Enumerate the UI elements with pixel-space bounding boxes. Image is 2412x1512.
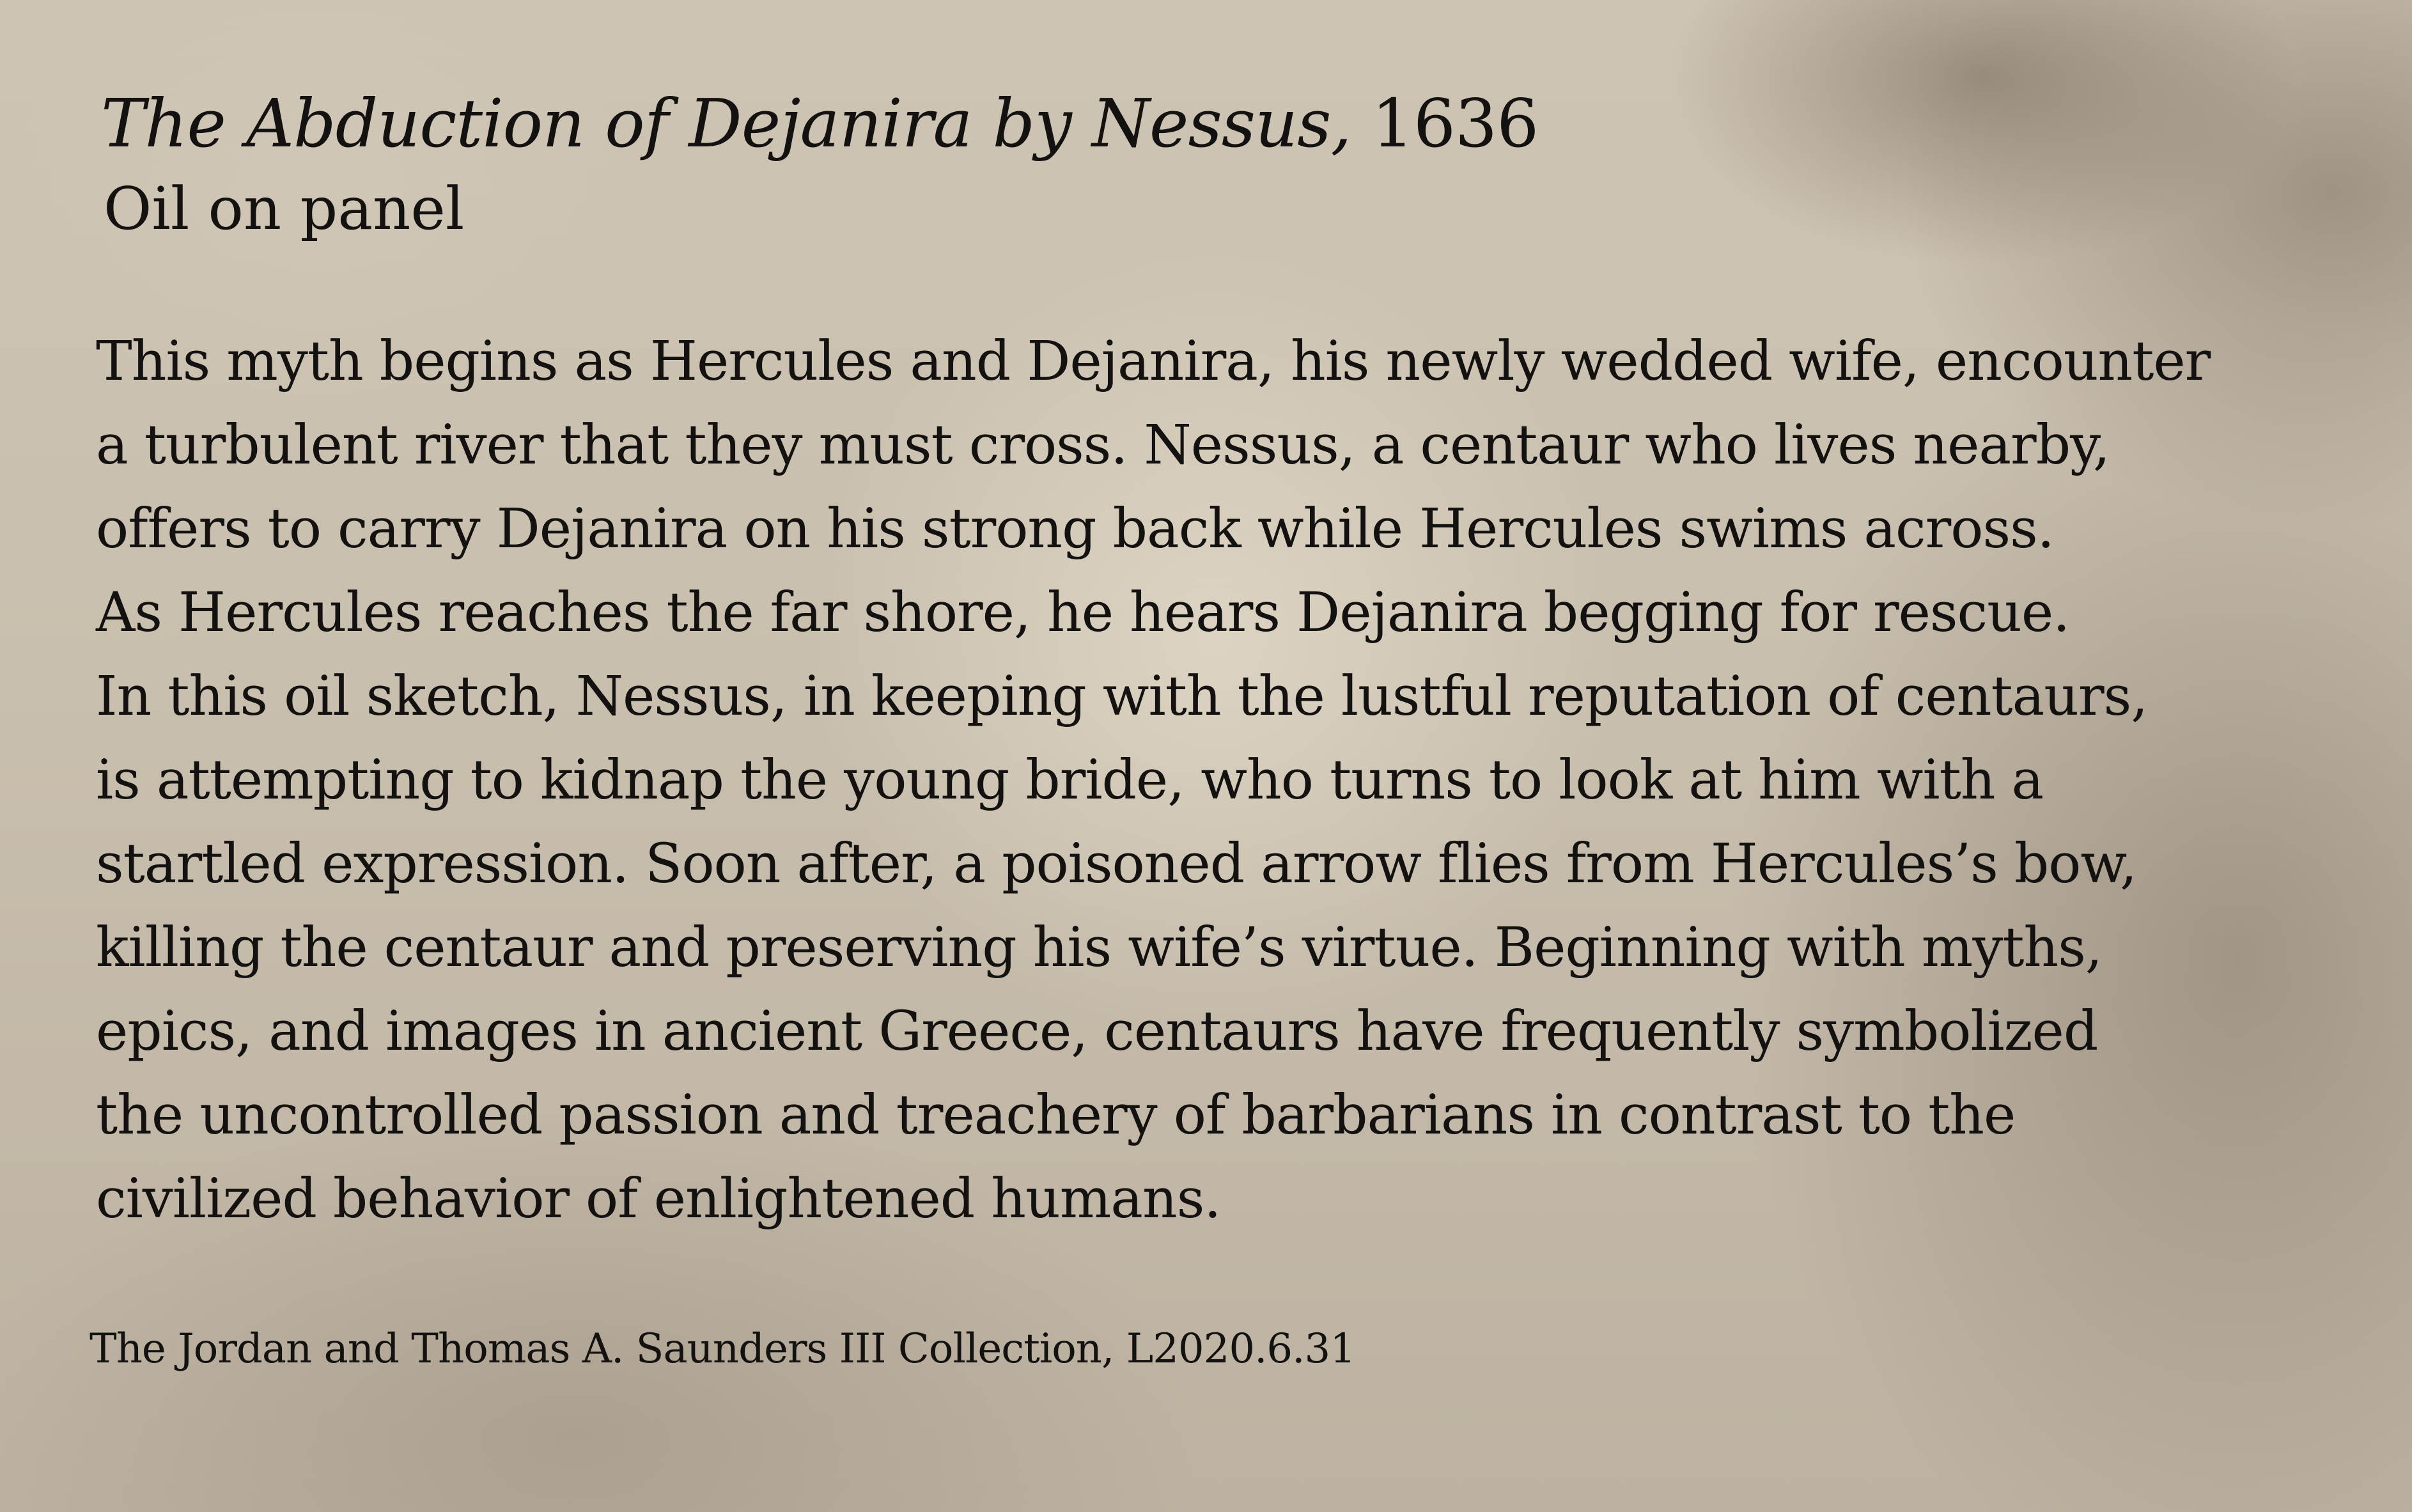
artwork-medium: Oil on panel [104,175,465,243]
description-line: This myth begins as Hercules and Dejanira, his newly wedded wife, encounter [96,330,2211,393]
description-paragraph [96,320,2372,1241]
description-line: a turbulent river that they must cross. Nessus, a centaur who lives nearby, [96,414,2110,477]
description-line: In this oil sketch, Nessus, in keeping with the lustful reputation of centaurs, [96,665,2148,728]
artwork-title: The Abduction of Dejanira by Nessus, [101,84,1351,162]
description-line: startled expression. Soon after, a poisoned arrow flies from Hercules’s bow, [96,832,2137,896]
description-line: the uncontrolled passion and treachery of barbarians in contrast to the [96,1084,2016,1147]
artwork-year: 1636 [1371,84,1539,162]
description-line: offers to carry Dejanira on his strong back while Hercules swims across. [96,497,2054,561]
credit-line: The Jordan and Thomas A. Saunders III Collection, L2020.6.31 [89,1325,1355,1373]
description-line: killing the centaur and preserving his wife’s virtue. Beginning with myths, [96,916,2102,979]
title-line [101,75,1538,171]
description-line: epics, and images in ancient Greece, centaurs have frequently symbolized [96,1000,2098,1063]
description-line: is attempting to kidnap the young bride, who turns to look at him with a [96,749,2044,812]
description-line: civilized behavior of enlightened humans. [96,1167,1221,1231]
description-line: As Hercules reaches the far shore, he hears Dejanira begging for rescue. [96,581,2070,644]
